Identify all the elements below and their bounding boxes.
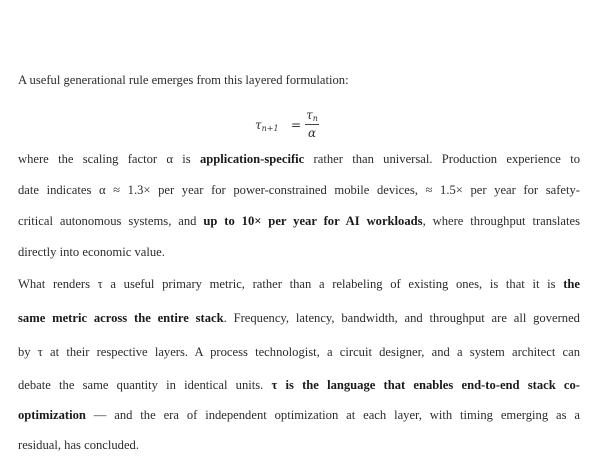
p2-l3-bold: up to 10× per year for AI workloads — [203, 214, 423, 228]
p3-l4-text-a: debate the same quantity in identical units. — [18, 378, 272, 392]
formula-fraction-bar — [305, 124, 319, 125]
p3-l5-bold: optimization — [18, 408, 86, 422]
p3-l2-bold: same metric across the entire stack — [18, 311, 224, 325]
formula-numerator — [305, 108, 319, 123]
formula-denominator: α — [307, 126, 317, 140]
p2-l1-text-c: rather than universal. Production experience to — [304, 152, 580, 166]
p2-l3-text-a: critical autonomous systems, and — [18, 214, 204, 228]
formula-equals: = — [291, 118, 302, 132]
paragraph3-line5 — [18, 407, 580, 423]
paragraph3-line6 — [18, 437, 580, 453]
p3-l3-text: by τ at their respective layers. A process technologist, a circuit designer, and a system architect can — [18, 345, 580, 359]
generational-rule-formula — [255, 108, 345, 142]
intro-sentence — [18, 72, 580, 88]
p2-l3-text-c: , where throughput translates — [422, 214, 581, 228]
paragraph2-line1 — [18, 151, 580, 167]
p3-l1-text-a: What renders τ a useful primary metric, rather than a relabeling of existing ones, is that it is — [18, 277, 564, 291]
p3-l4-bold: τ is the language that enables end-to-end stack co- — [271, 378, 581, 392]
paragraph3-line2 — [18, 310, 580, 326]
p2-l4-text: directly into economic value. — [18, 245, 165, 259]
intro-text: A useful generational rule emerges from this layered formulation: — [18, 73, 349, 87]
p3-l1-bold: the — [563, 277, 580, 291]
formula-numerator-subscript: n — [312, 114, 318, 123]
paragraph3-line1 — [18, 276, 580, 292]
p3-l5-text-b: — and the era of independent optimization at each layer, with timing emerging as a — [85, 408, 580, 422]
paragraph2-line4 — [18, 244, 580, 260]
paragraph3-line3 — [18, 344, 580, 360]
paragraph3-line4 — [18, 377, 580, 393]
p2-l1-text-a: where the scaling factor α is — [18, 152, 200, 166]
p3-l2-text-b: . Frequency, latency, bandwidth, and throughput are all governed — [223, 311, 580, 325]
p2-l1-bold: application-specific — [199, 152, 305, 166]
formula-lhs — [255, 118, 279, 133]
formula-lhs-symbol: τ — [255, 118, 262, 132]
formula-numerator-symbol: τ — [306, 108, 313, 122]
paragraph2-line3 — [18, 213, 580, 229]
p2-l2-text: date indicates α ≈ 1.3× per year for power-constrained mobile devices, ≈ 1.5× per year for safety- — [18, 183, 580, 197]
formula-lhs-subscript: n+1 — [261, 124, 279, 133]
paragraph2-line2 — [18, 182, 580, 198]
p3-l6-text: residual, has concluded. — [18, 438, 139, 452]
